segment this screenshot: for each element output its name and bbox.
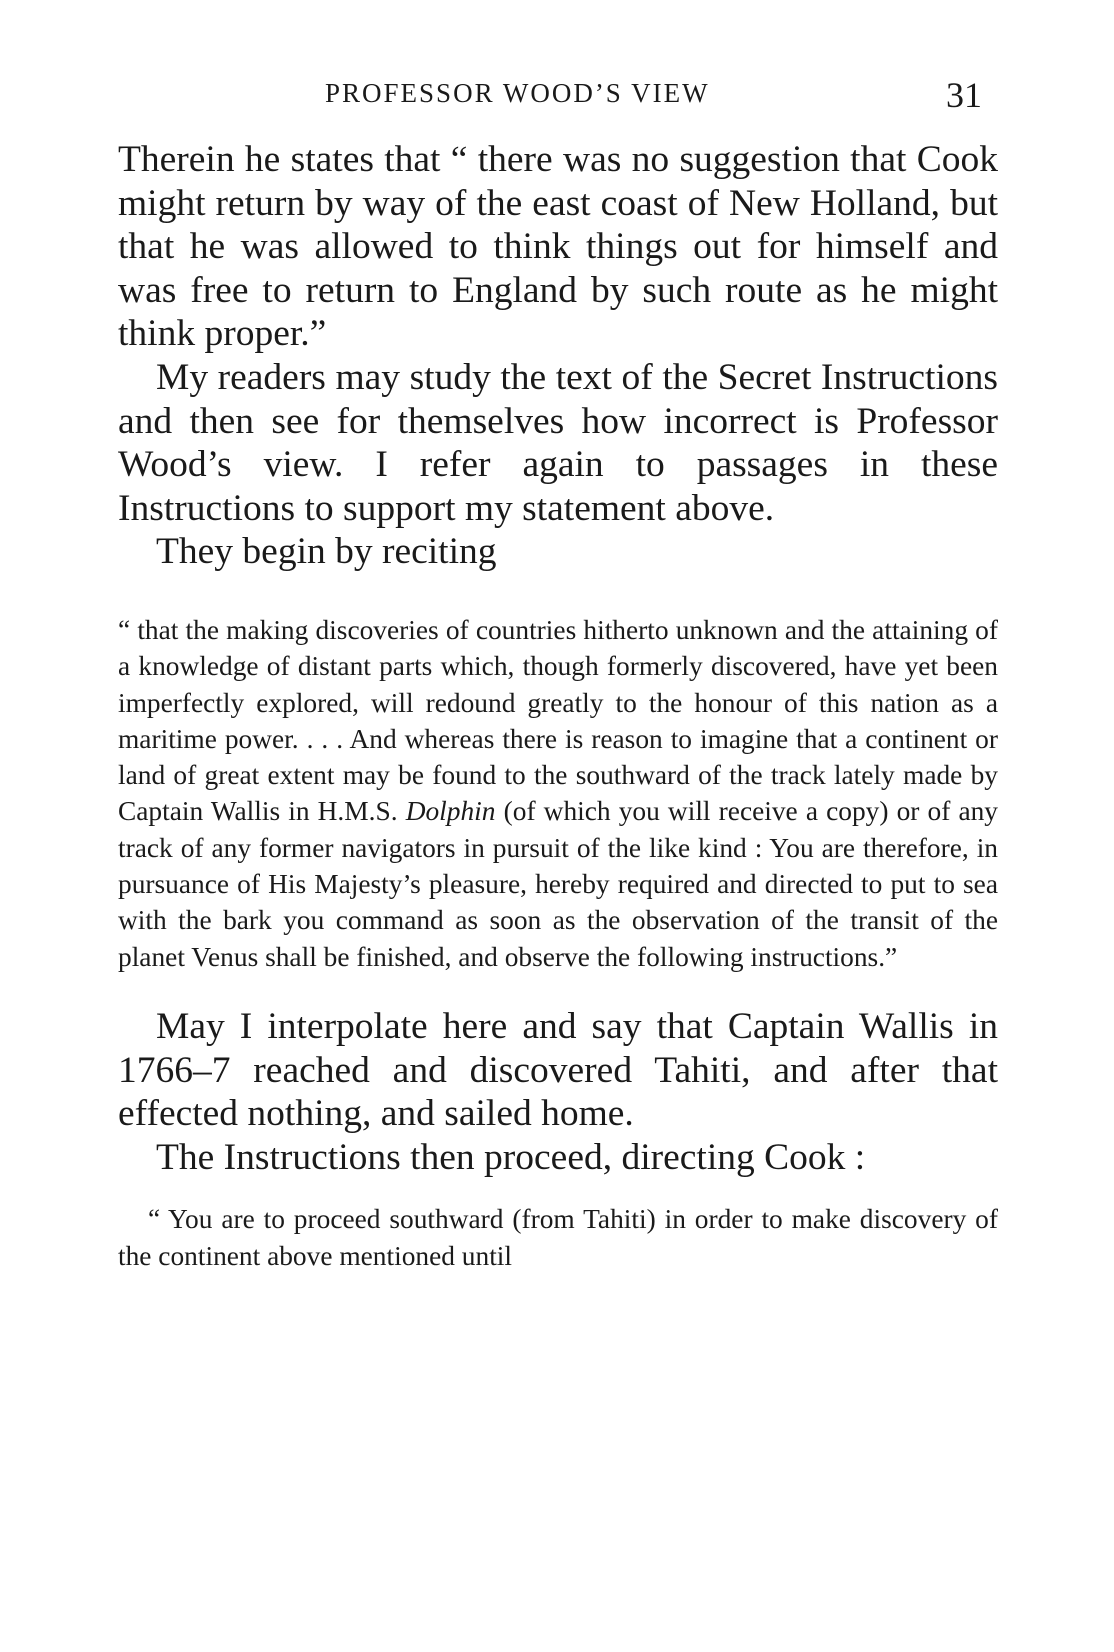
paragraph-proceed: The Instructions then proceed, directing Cook : (156, 1136, 866, 1178)
body-text (118, 138, 998, 1274)
page-number: 31 (946, 75, 982, 115)
quote-text-before-ship: “ that the making discoveries of countries hitherto unknown and the attaining of a knowledge of distant parts which, though formerly discovered, have yet been imperfectly explored, will redound greatly to the honour of this nation as a maritime power. . . . And whereas there is reason to imagine that a continent or land of great extent may be found to the southward of the track lately made by Captain Wallis in H.M.S. (118, 614, 998, 827)
running-title: PROFESSOR WOOD’S VIEW (325, 78, 710, 108)
paragraph-quote-wood: Therein he states that “ there was no suggestion that Cook might return by way of the east coast of New Holland, but that he was allowed to think things out for himself and was free to return to England by such route as he might think proper.” (118, 139, 998, 355)
running-head (0, 75, 1114, 118)
block-quote-instructions (118, 612, 998, 975)
block-quote-southward: “ You are to proceed southward (from Tahiti) in order to make discovery of the continent above mentioned until (118, 1204, 998, 1271)
paragraph-reciting: They begin by reciting (156, 531, 497, 573)
paragraph-interpolate: May I interpolate here and say that Captain Wallis in 1766–7 reached and discovered Tahiti, and after that effected nothing, and sailed home. (118, 1005, 998, 1135)
paragraph-readers: My readers may study the text of the Secret Instructions and then see for themselves how incorrect is Professor Wood’s view. I refer again to passages in these Instructions to support my statement above. (118, 356, 998, 529)
ship-name: Dolphin (405, 796, 496, 827)
quote-text-after-ship: (of which you will receive a copy) or of any track of any former navigators in pursuit of the like kind : You are therefore, in pursuance of His Majesty’s pleasure, hereby required and directed to put to sea with the bark you command as soon as the observation of the transit of the planet Venus shall be finished, and observe the following instructions.” (118, 796, 998, 972)
